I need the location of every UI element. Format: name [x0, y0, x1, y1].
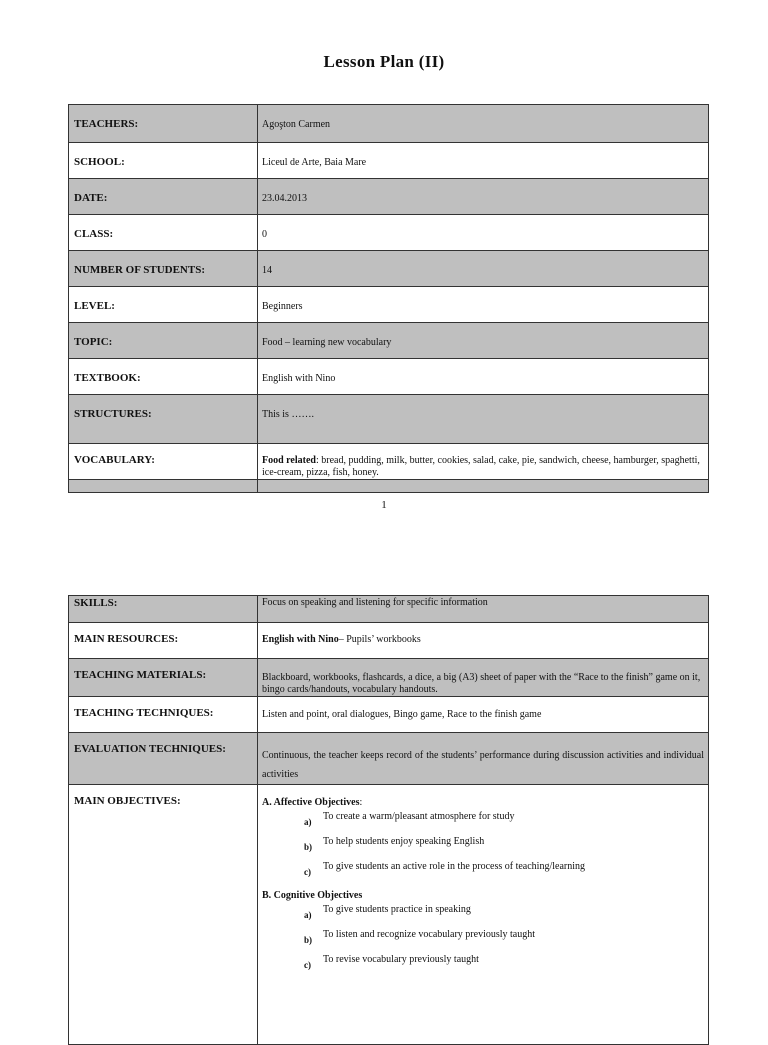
vocabulary-label: VOCABULARY: [69, 444, 258, 480]
cognitive-objectives-list [262, 904, 704, 979]
table-row [69, 251, 709, 287]
table-row [69, 105, 709, 143]
objective-item [262, 811, 704, 836]
table-footer-row [69, 480, 709, 493]
objective-item [262, 904, 704, 929]
row-value: 0 [258, 215, 709, 251]
document-title: Lesson Plan (II) [323, 52, 445, 71]
row-value: Liceul de Arte, Baia Mare [258, 143, 709, 179]
vocabulary-text: : bread, pudding, milk, butter, cookies, salad, cake, pie, sandwich, cheese, hamburger, spaghetti, ice-cream, pizza, fish, honey. [262, 455, 700, 478]
affective-heading-colon: : [359, 797, 363, 808]
row-value: Agoşton Carmen [258, 105, 709, 143]
row-label: SCHOOL: [69, 143, 258, 179]
row-evaluation-techniques [69, 733, 709, 785]
objective-marker: c) [304, 960, 311, 970]
vocabulary-value [258, 444, 709, 480]
row-value: Beginners [258, 287, 709, 323]
table-row [69, 179, 709, 215]
objective-text: To help students enjoy speaking English [323, 836, 485, 847]
row-label: TEXTBOOK: [69, 359, 258, 395]
empty-cell [69, 480, 258, 493]
row-main-objectives [69, 785, 709, 1045]
row-label: DATE: [69, 179, 258, 215]
empty-cell [258, 480, 709, 493]
objective-text: To create a warm/pleasant atmosphere for study [323, 811, 515, 822]
row-value: Food – learning new vocabulary [258, 323, 709, 359]
main-objectives-value [258, 785, 709, 1045]
skills-label: SKILLS: [69, 596, 258, 623]
row-label: TEACHERS: [69, 105, 258, 143]
row-skills [69, 596, 709, 623]
objective-item [262, 861, 704, 886]
row-teaching-materials [69, 659, 709, 697]
objective-item [262, 954, 704, 979]
objective-text: To give students practice in speaking [323, 904, 471, 915]
objective-marker: c) [304, 867, 311, 877]
row-label: LEVEL: [69, 287, 258, 323]
objective-item [262, 929, 704, 954]
row-teaching-techniques [69, 697, 709, 733]
teaching-techniques-label: TEACHING TECHNIQUES: [69, 697, 258, 733]
cognitive-heading: B. Cognitive Objectives [262, 890, 363, 901]
row-value: This is ……. [258, 395, 709, 444]
table-row [69, 395, 709, 444]
table-row [69, 323, 709, 359]
table-row [69, 215, 709, 251]
main-resources-label: MAIN RESOURCES: [69, 623, 258, 659]
row-value: 14 [258, 251, 709, 287]
lesson-info-table [68, 104, 709, 493]
table-row [69, 143, 709, 179]
main-resources-bold: English with Nino [262, 634, 339, 645]
page-number: 1 [381, 499, 387, 511]
objective-marker: a) [304, 910, 312, 920]
main-resources-rest: – Pupils’ workbooks [338, 634, 421, 645]
evaluation-techniques-label: EVALUATION TECHNIQUES: [69, 733, 258, 785]
objective-text: To revise vocabulary previously taught [323, 954, 479, 965]
row-vocabulary [69, 444, 709, 480]
vocabulary-bold: Food related [262, 455, 316, 466]
cognitive-heading-line [262, 890, 704, 902]
objective-marker: b) [304, 935, 313, 945]
row-label: STRUCTURES: [69, 395, 258, 444]
affective-objectives-list [262, 811, 704, 886]
row-label: NUMBER OF STUDENTS: [69, 251, 258, 287]
row-value: English with Nino [258, 359, 709, 395]
row-label: CLASS: [69, 215, 258, 251]
objective-text: To give students an active role in the process of teaching/learning [323, 861, 585, 872]
row-value: 23.04.2013 [258, 179, 709, 215]
teaching-techniques-value: Listen and point, oral dialogues, Bingo game, Race to the finish game [258, 697, 709, 733]
lesson-details-table [68, 595, 709, 1045]
objective-text: To listen and recognize vocabulary previously taught [323, 929, 536, 940]
teaching-materials-value: Blackboard, workbooks, flashcards, a dice, a big (A3) sheet of paper with the “Race to the finish” game on it, bingo cards/handouts, vocabulary handouts. [258, 659, 709, 697]
table-row [69, 287, 709, 323]
skills-value: Focus on speaking and listening for specific information [258, 596, 709, 623]
affective-heading-line [262, 797, 704, 809]
affective-heading: A. Affective Objectives [262, 797, 360, 808]
main-objectives-label: MAIN OBJECTIVES: [69, 785, 258, 1045]
row-label: TOPIC: [69, 323, 258, 359]
table-row [69, 359, 709, 395]
objective-marker: b) [304, 842, 313, 852]
objective-marker: a) [304, 817, 312, 827]
objective-item [262, 836, 704, 861]
evaluation-techniques-value: Continuous, the teacher keeps record of the students’ performance during discussion activities and individual activities [258, 733, 709, 785]
teaching-materials-label: TEACHING MATERIALS: [69, 659, 258, 697]
main-resources-value [258, 623, 709, 659]
row-main-resources [69, 623, 709, 659]
